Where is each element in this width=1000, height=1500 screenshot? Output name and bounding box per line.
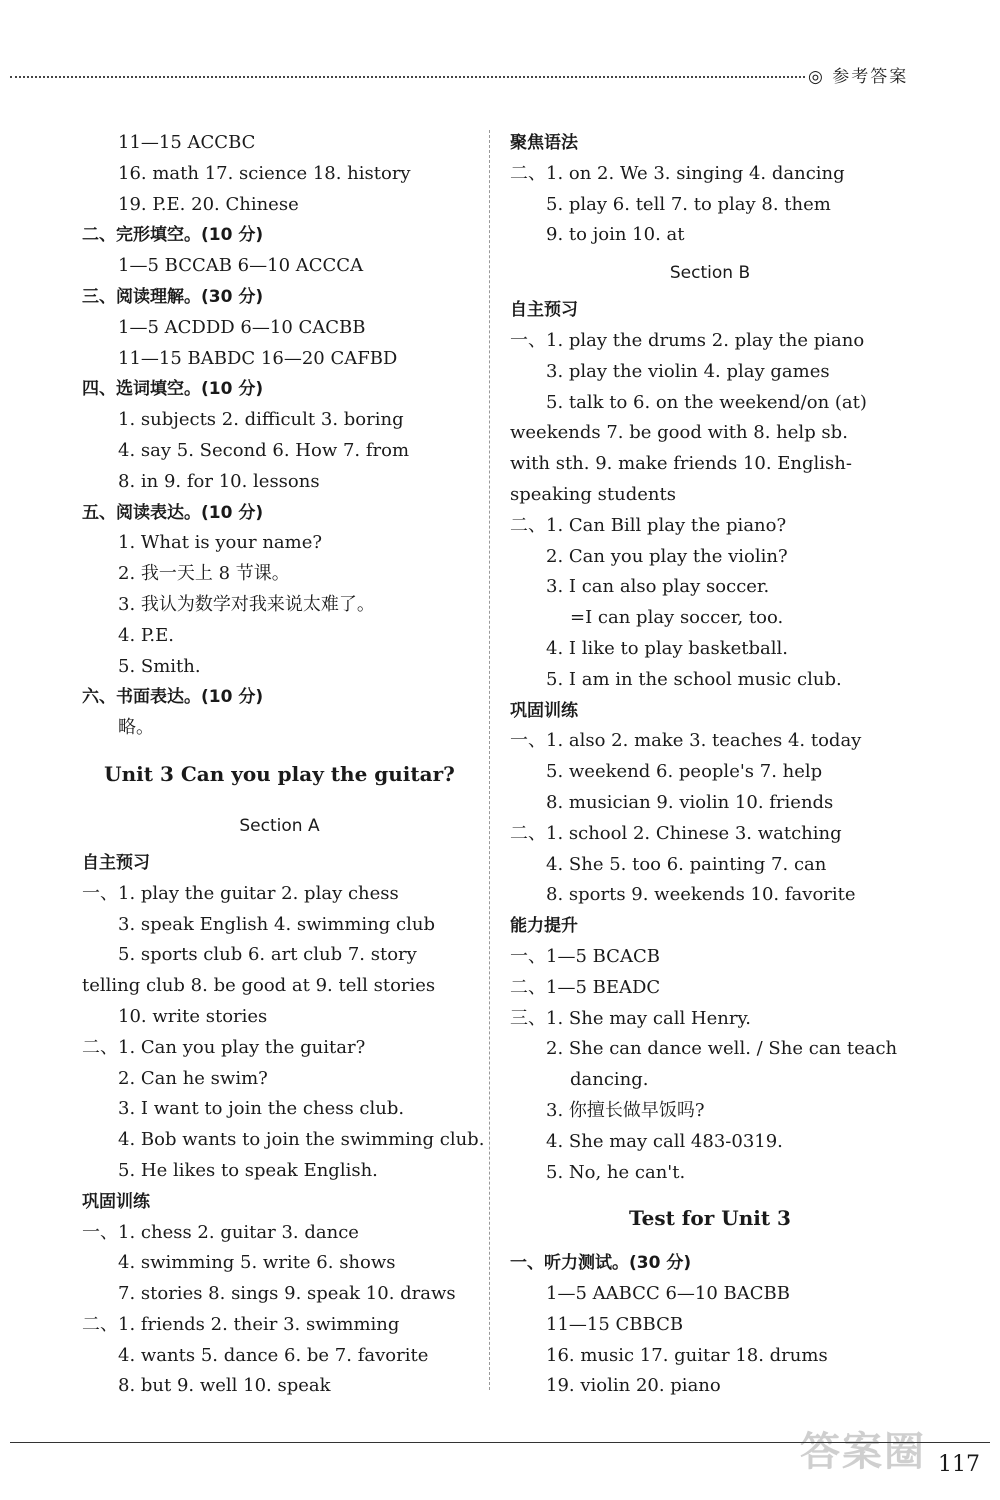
- answer-line: 三、1. She may call Henry.: [510, 1007, 751, 1029]
- section-b-title: Section B: [669, 263, 751, 284]
- answer-line: 一、1. play the guitar 2. play chess: [82, 882, 399, 904]
- answer-line: with sth. 9. make friends 10. English-: [510, 453, 852, 475]
- answer-line: 一、1. chess 2. guitar 3. dance: [82, 1221, 359, 1243]
- section-heading: 能力提升: [510, 916, 578, 937]
- footer-rule: [10, 1442, 990, 1443]
- section-heading: 巩固训练: [82, 1191, 150, 1212]
- answer-line: 9. to join 10. at: [546, 224, 685, 246]
- answer-line: 二、1. Can Bill play the piano?: [510, 514, 787, 536]
- answer-line: 5. sports club 6. art club 7. story: [118, 944, 417, 966]
- section-heading: 三、阅读理解。(30 分): [82, 286, 264, 307]
- section-heading: 六、书面表达。(10 分): [82, 687, 264, 708]
- section-heading: 五、阅读表达。(10 分): [82, 502, 264, 523]
- answer-line: 2. Can you play the violin?: [546, 545, 788, 567]
- answer-line: 1. What is your name?: [118, 532, 323, 554]
- answer-line: 二、1. friends 2. their 3. swimming: [82, 1313, 400, 1335]
- answer-line: 4. swimming 5. write 6. shows: [118, 1252, 396, 1274]
- answer-line: 8. musician 9. violin 10. friends: [546, 791, 834, 813]
- answer-line: 4. She 5. too 6. painting 7. can: [546, 853, 827, 875]
- answer-line: 4. say 5. Second 6. How 7. from: [118, 439, 410, 461]
- answer-line: 5. He likes to speak English.: [118, 1159, 378, 1181]
- header-title: ◎ 参考答案: [808, 67, 909, 87]
- answer-line: 1—5 AABCC 6—10 BACBB: [546, 1283, 790, 1305]
- section-heading: 一、听力测试。(30 分): [510, 1253, 692, 1274]
- answer-line: dancing.: [570, 1069, 649, 1091]
- answer-line: 2. She can dance well. / She can teach: [546, 1038, 898, 1060]
- right-column: [510, 128, 910, 1402]
- answer-line: 19. P.E. 20. Chinese: [118, 193, 299, 215]
- answer-line: 8. sports 9. weekends 10. favorite: [546, 884, 856, 906]
- answer-line: 7. stories 8. sings 9. speak 10. draws: [118, 1283, 456, 1305]
- answer-line: 略。: [118, 717, 154, 739]
- answer-line: 2. 我一天上 8 节课。: [118, 563, 290, 585]
- answer-line: 11—15 ACCBC: [118, 132, 256, 153]
- answer-line: 16. music 17. guitar 18. drums: [546, 1344, 828, 1366]
- answer-line: 5. I am in the school music club.: [546, 668, 842, 690]
- answer-line: 8. but 9. well 10. speak: [118, 1375, 331, 1397]
- answer-line: 5. talk to 6. on the weekend/on (at): [546, 391, 867, 413]
- answer-line: 3. speak English 4. swimming club: [118, 913, 435, 935]
- answer-line: 5. Smith.: [118, 655, 201, 677]
- page-number: 117: [938, 1452, 980, 1477]
- answer-line: 一、1. also 2. make 3. teaches 4. today: [510, 730, 862, 752]
- answer-line: 2. Can he swim?: [118, 1067, 268, 1089]
- answer-line: 一、1—5 BCACB: [510, 945, 660, 967]
- answer-line: 5. No, he can't.: [546, 1161, 686, 1183]
- answer-line: speaking students: [510, 483, 676, 505]
- left-answers-block: [82, 128, 477, 744]
- section-heading: 巩固训练: [510, 700, 578, 721]
- unit-title: Unit 3 Can you play the guitar?: [104, 761, 455, 786]
- answer-line: 一、1. play the drums 2. play the piano: [510, 329, 865, 351]
- answer-line: 5. play 6. tell 7. to play 8. them: [546, 193, 831, 215]
- section-heading: 四、选词填空。(10 分): [82, 379, 264, 400]
- answer-line: 1. subjects 2. difficult 3. boring: [118, 409, 404, 431]
- section-heading: 二、完形填空。(10 分): [82, 225, 264, 246]
- answer-line: 4. I like to play basketball.: [546, 637, 788, 659]
- answer-line: 5. weekend 6. people's 7. help: [546, 761, 823, 783]
- answer-line: 4. She may call 483-0319.: [546, 1130, 783, 1152]
- section-heading: 自主预习: [510, 300, 578, 321]
- grammar-block: [510, 128, 910, 251]
- section-a-answers-block: [82, 848, 485, 1402]
- answer-line: 4. P.E.: [118, 624, 174, 646]
- answer-line: 二、1. Can you play the guitar?: [82, 1036, 366, 1058]
- answer-line: 8. in 9. for 10. lessons: [118, 470, 320, 492]
- answer-line: weekends 7. be good with 8. help sb.: [510, 422, 848, 444]
- answer-line: =I can play soccer, too.: [570, 607, 784, 629]
- answer-line: 二、1—5 BEADC: [510, 976, 661, 998]
- answer-line: 二、1. on 2. We 3. singing 4. dancing: [510, 162, 845, 184]
- watermark-logo: 答案圈: [800, 1429, 926, 1475]
- answer-line: 16. math 17. science 18. history: [118, 162, 411, 184]
- section-heading: 聚焦语法: [510, 133, 578, 153]
- answer-line: 3. 你擅长做早饭吗?: [546, 1099, 705, 1121]
- answer-line: 3. I want to join the chess club.: [118, 1098, 405, 1120]
- section-a-title: Section A: [239, 815, 320, 836]
- test-title: Test for Unit 3: [629, 1206, 791, 1231]
- answer-line: 10. write stories: [118, 1005, 268, 1027]
- column-divider: [489, 130, 490, 1390]
- answer-line: 3. play the violin 4. play games: [546, 360, 830, 382]
- section-heading: 自主预习: [82, 852, 150, 873]
- answer-line: 4. wants 5. dance 6. be 7. favorite: [118, 1344, 429, 1366]
- section-b-answers-block: [510, 295, 910, 1188]
- answer-line: 3. I can also play soccer.: [546, 576, 770, 598]
- answer-line: 19. violin 20. piano: [546, 1375, 721, 1397]
- answer-line: 11—15 CBBCB: [546, 1313, 684, 1335]
- answer-line: 4. Bob wants to join the swimming club.: [118, 1129, 485, 1151]
- answer-line: 1—5 BCCAB 6—10 ACCCA: [118, 255, 364, 277]
- answer-line: 3. 我认为数学对我来说太难了。: [118, 593, 375, 615]
- left-column: [82, 128, 485, 1402]
- answer-line: telling club 8. be good at 9. tell stories: [82, 975, 436, 997]
- answer-line: 11—15 BABDC 16—20 CAFBD: [118, 347, 398, 369]
- answer-line: 1—5 ACDDD 6—10 CACBB: [118, 316, 366, 338]
- test-answers-block: [510, 1248, 910, 1402]
- answer-line: 二、1. school 2. Chinese 3. watching: [510, 822, 842, 844]
- header-dotted-rule: [10, 76, 805, 78]
